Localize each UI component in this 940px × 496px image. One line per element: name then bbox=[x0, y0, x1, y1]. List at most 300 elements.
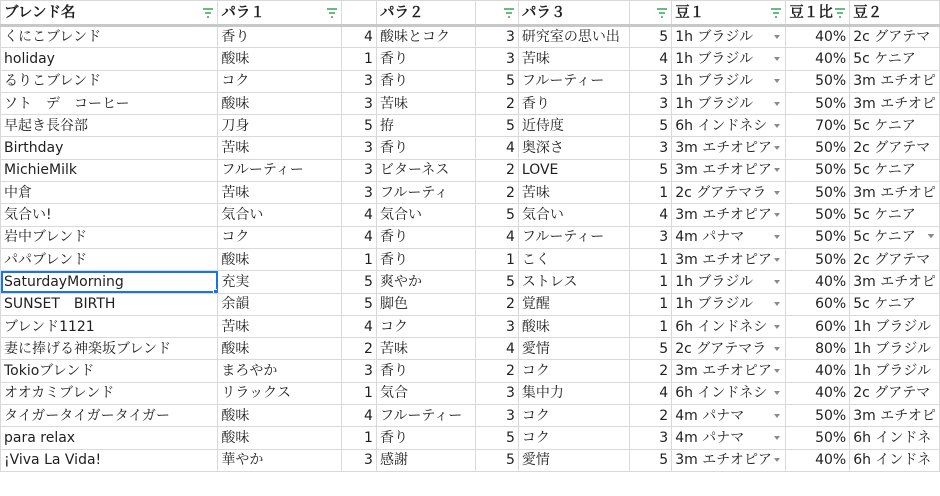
cell-para2[interactable] bbox=[376, 382, 475, 404]
cell-bean1[interactable] bbox=[672, 248, 786, 270]
cell-blend-name[interactable] bbox=[1, 315, 218, 337]
cell-para1-score[interactable] bbox=[341, 115, 376, 137]
cell-blend-name[interactable] bbox=[1, 248, 218, 270]
cell-bean2[interactable] bbox=[850, 248, 940, 270]
cell-para1[interactable] bbox=[218, 293, 341, 315]
header-para3-score[interactable] bbox=[630, 1, 672, 26]
cell-bean1-ratio[interactable] bbox=[786, 271, 850, 293]
cell-blend-name[interactable] bbox=[1, 26, 218, 48]
cell-value: SUNSET BIRTH bbox=[4, 296, 116, 313]
cell-para1[interactable] bbox=[218, 159, 341, 181]
cell-para3-score[interactable] bbox=[630, 449, 672, 471]
cell-bean1-ratio[interactable] bbox=[786, 382, 850, 404]
cell-para2[interactable] bbox=[376, 26, 475, 48]
cell-para2-score[interactable] bbox=[476, 137, 519, 159]
cell-para3[interactable] bbox=[518, 204, 629, 226]
cell-bean1[interactable] bbox=[672, 137, 786, 159]
cell-value: 酸味 bbox=[221, 340, 250, 357]
cell-bean2[interactable] bbox=[850, 293, 940, 315]
cell-para1-score[interactable] bbox=[341, 427, 376, 449]
dropdown-arrow-icon[interactable] bbox=[774, 35, 780, 39]
filter-icon[interactable] bbox=[834, 7, 846, 19]
cell-para1[interactable] bbox=[218, 137, 341, 159]
header-para1-score[interactable] bbox=[341, 1, 376, 26]
cell-bean1[interactable] bbox=[672, 26, 786, 48]
cell-value: 5 bbox=[505, 429, 515, 446]
cell-value: 4 bbox=[659, 50, 669, 67]
cell-para2[interactable] bbox=[376, 427, 475, 449]
cell-para2-score[interactable] bbox=[476, 271, 519, 293]
dropdown-arrow-icon[interactable] bbox=[774, 347, 780, 351]
cell-para1[interactable] bbox=[218, 182, 341, 204]
dropdown-arrow-icon[interactable] bbox=[774, 414, 780, 418]
cell-para3[interactable] bbox=[518, 182, 629, 204]
filter-icon[interactable] bbox=[656, 7, 668, 19]
cell-para2[interactable] bbox=[376, 315, 475, 337]
cell-value: 酸味 bbox=[221, 251, 250, 268]
cell-blend-name[interactable] bbox=[1, 137, 218, 159]
cell-para2-score[interactable] bbox=[476, 382, 519, 404]
cell-para1-score[interactable] bbox=[341, 405, 376, 427]
cell-bean1-ratio[interactable] bbox=[786, 248, 850, 270]
cell-value: 5 bbox=[659, 29, 669, 46]
cell-para1[interactable] bbox=[218, 360, 341, 382]
cell-value: 5 bbox=[659, 117, 669, 134]
cell-para1[interactable] bbox=[218, 315, 341, 337]
cell-para1-score[interactable] bbox=[341, 248, 376, 270]
cell-para2[interactable] bbox=[376, 449, 475, 471]
cell-para2[interactable] bbox=[376, 360, 475, 382]
cell-blend-name[interactable] bbox=[1, 226, 218, 248]
cell-bean1[interactable] bbox=[672, 427, 786, 449]
cell-bean2[interactable] bbox=[850, 159, 940, 181]
cell-value: タイガータイガータイガー bbox=[4, 407, 170, 424]
cell-para1[interactable] bbox=[218, 48, 341, 70]
cell-bean2[interactable] bbox=[850, 70, 940, 92]
table-row bbox=[1, 315, 940, 337]
cell-para1-score[interactable] bbox=[341, 382, 376, 404]
cell-bean1[interactable] bbox=[672, 115, 786, 137]
cell-para2-score[interactable] bbox=[476, 92, 519, 114]
selection-fill-handle[interactable] bbox=[213, 289, 218, 294]
cell-value: 香り bbox=[221, 29, 250, 46]
cell-para3-score[interactable] bbox=[630, 293, 672, 315]
header-blend-name[interactable] bbox=[1, 1, 218, 26]
cell-para3[interactable] bbox=[518, 92, 629, 114]
cell-value: 2c グアテマラ bbox=[675, 184, 767, 201]
cell-para2[interactable] bbox=[376, 204, 475, 226]
cell-para3-score[interactable] bbox=[630, 204, 672, 226]
dropdown-arrow-icon[interactable] bbox=[774, 124, 780, 128]
dropdown-arrow-icon[interactable] bbox=[774, 436, 780, 440]
cell-para2-score[interactable] bbox=[476, 48, 519, 70]
cell-bean2[interactable] bbox=[850, 427, 940, 449]
cell-para3[interactable] bbox=[518, 26, 629, 48]
cell-bean2[interactable] bbox=[850, 115, 940, 137]
cell-value: 60% bbox=[815, 296, 847, 313]
cell-para3-score[interactable] bbox=[630, 360, 672, 382]
cell-blend-name[interactable] bbox=[1, 48, 218, 70]
cell-para2[interactable] bbox=[376, 48, 475, 70]
cell-bean1-ratio[interactable] bbox=[786, 70, 850, 92]
dropdown-arrow-icon[interactable] bbox=[774, 79, 780, 83]
cell-bean2[interactable] bbox=[850, 26, 940, 48]
cell-bean1[interactable] bbox=[672, 360, 786, 382]
cell-para2-score[interactable] bbox=[476, 293, 519, 315]
cell-blend-name[interactable] bbox=[1, 115, 218, 137]
cell-value: 近侍度 bbox=[521, 117, 564, 134]
cell-para3[interactable] bbox=[518, 427, 629, 449]
cell-para3-score[interactable] bbox=[630, 226, 672, 248]
cell-bean2[interactable] bbox=[850, 382, 940, 404]
cell-value: 中倉 bbox=[4, 184, 32, 201]
cell-para2[interactable] bbox=[376, 293, 475, 315]
cell-para2-score[interactable] bbox=[476, 338, 519, 360]
cell-value: 5 bbox=[505, 273, 515, 290]
table-row bbox=[1, 382, 940, 404]
cell-para2[interactable] bbox=[376, 137, 475, 159]
cell-value: 酸味 bbox=[221, 95, 250, 112]
cell-value: 3 bbox=[505, 385, 515, 402]
cell-para1-score[interactable] bbox=[341, 159, 376, 181]
cell-para1[interactable] bbox=[218, 449, 341, 471]
cell-bean2[interactable] bbox=[850, 48, 940, 70]
cell-para1[interactable] bbox=[218, 70, 341, 92]
cell-bean1-ratio[interactable] bbox=[786, 26, 850, 48]
cell-value: 40% bbox=[815, 385, 847, 402]
cell-para3[interactable] bbox=[518, 449, 629, 471]
cell-bean2[interactable] bbox=[850, 204, 940, 226]
cell-bean1[interactable] bbox=[672, 226, 786, 248]
cell-para2-score[interactable] bbox=[476, 226, 519, 248]
cell-para1[interactable] bbox=[218, 382, 341, 404]
cell-para2[interactable] bbox=[376, 115, 475, 137]
cell-para2-score[interactable] bbox=[476, 159, 519, 181]
cell-para1[interactable] bbox=[218, 271, 341, 293]
cell-para1-score[interactable] bbox=[341, 26, 376, 48]
cell-para2[interactable] bbox=[376, 226, 475, 248]
cell-value: 5 bbox=[364, 273, 373, 290]
dropdown-arrow-icon[interactable] bbox=[774, 302, 780, 306]
cell-bean2[interactable] bbox=[850, 405, 940, 427]
header-label: 豆２ bbox=[853, 4, 883, 21]
filter-icon[interactable] bbox=[202, 7, 214, 19]
cell-para1-score[interactable] bbox=[341, 204, 376, 226]
cell-blend-name[interactable] bbox=[1, 92, 218, 114]
cell-value: 1 bbox=[659, 296, 669, 313]
cell-bean1-ratio[interactable] bbox=[786, 338, 850, 360]
cell-bean1-ratio[interactable] bbox=[786, 226, 850, 248]
cell-para3-score[interactable] bbox=[630, 70, 672, 92]
cell-bean1-ratio[interactable] bbox=[786, 405, 850, 427]
cell-para1-score[interactable] bbox=[341, 48, 376, 70]
cell-bean1[interactable] bbox=[672, 449, 786, 471]
cell-para1[interactable] bbox=[218, 405, 341, 427]
table-row bbox=[1, 115, 940, 137]
cell-blend-name[interactable] bbox=[1, 204, 218, 226]
dropdown-arrow-icon[interactable] bbox=[774, 280, 780, 284]
cell-para3[interactable] bbox=[518, 338, 629, 360]
cell-para3-score[interactable] bbox=[630, 248, 672, 270]
cell-para2-score[interactable] bbox=[476, 427, 519, 449]
cell-bean1[interactable] bbox=[672, 92, 786, 114]
cell-para2-score[interactable] bbox=[476, 182, 519, 204]
cell-bean1[interactable] bbox=[672, 159, 786, 181]
cell-para3-score[interactable] bbox=[630, 382, 672, 404]
cell-blend-name[interactable] bbox=[1, 293, 218, 315]
cell-bean1-ratio[interactable] bbox=[786, 293, 850, 315]
cell-bean1[interactable] bbox=[672, 271, 786, 293]
dropdown-arrow-icon[interactable] bbox=[774, 391, 780, 395]
cell-bean1[interactable] bbox=[672, 293, 786, 315]
table-row bbox=[1, 137, 940, 159]
cell-para1[interactable] bbox=[218, 248, 341, 270]
header-para3[interactable] bbox=[518, 1, 629, 26]
cell-para1-score[interactable] bbox=[341, 360, 376, 382]
filter-icon[interactable] bbox=[770, 7, 782, 19]
cell-para1[interactable] bbox=[218, 26, 341, 48]
cell-value: 4 bbox=[364, 207, 373, 224]
filter-icon[interactable] bbox=[326, 7, 338, 19]
cell-para3[interactable] bbox=[518, 382, 629, 404]
cell-para1[interactable] bbox=[218, 115, 341, 137]
header-para2[interactable] bbox=[376, 1, 475, 26]
cell-para2[interactable] bbox=[376, 159, 475, 181]
cell-bean1-ratio[interactable] bbox=[786, 427, 850, 449]
cell-para2-score[interactable] bbox=[476, 449, 519, 471]
cell-value: 3m エチオピ bbox=[853, 184, 936, 201]
cell-para3-score[interactable] bbox=[630, 405, 672, 427]
cell-para1-score[interactable] bbox=[341, 70, 376, 92]
cell-bean1[interactable] bbox=[672, 382, 786, 404]
cell-para3[interactable] bbox=[518, 271, 629, 293]
cell-para1-score[interactable] bbox=[341, 338, 376, 360]
cell-para2-score[interactable] bbox=[476, 70, 519, 92]
cell-value: 1h ブラジル bbox=[675, 73, 754, 90]
cell-bean1-ratio[interactable] bbox=[786, 159, 850, 181]
cell-bean2[interactable] bbox=[850, 315, 940, 337]
table-row bbox=[1, 70, 940, 92]
cell-para3[interactable] bbox=[518, 70, 629, 92]
dropdown-arrow-icon[interactable] bbox=[774, 191, 780, 195]
cell-bean2[interactable] bbox=[850, 271, 940, 293]
table-row bbox=[1, 427, 940, 449]
header-para1[interactable] bbox=[218, 1, 341, 26]
cell-para2-score[interactable] bbox=[476, 360, 519, 382]
cell-para1-score[interactable] bbox=[341, 315, 376, 337]
cell-para1-score[interactable] bbox=[341, 271, 376, 293]
cell-para2-score[interactable] bbox=[476, 204, 519, 226]
cell-bean1-ratio[interactable] bbox=[786, 115, 850, 137]
cell-para3[interactable] bbox=[518, 293, 629, 315]
cell-bean2[interactable] bbox=[850, 360, 940, 382]
cell-value: 5 bbox=[659, 452, 669, 469]
cell-value: 4 bbox=[505, 140, 515, 157]
cell-para3[interactable] bbox=[518, 248, 629, 270]
cell-para3[interactable] bbox=[518, 315, 629, 337]
cell-value: フルーティ bbox=[379, 184, 449, 201]
cell-value: コク bbox=[379, 318, 408, 335]
cell-value: 50% bbox=[815, 73, 847, 90]
cell-bean1-ratio[interactable] bbox=[786, 137, 850, 159]
cell-para3[interactable] bbox=[518, 360, 629, 382]
cell-para3-score[interactable] bbox=[630, 427, 672, 449]
dropdown-arrow-icon[interactable] bbox=[774, 258, 780, 262]
cell-value: 50% bbox=[815, 140, 847, 157]
cell-value: 50% bbox=[815, 229, 847, 246]
cell-para1[interactable] bbox=[218, 226, 341, 248]
header-para2-score[interactable] bbox=[476, 1, 519, 26]
cell-para3-score[interactable] bbox=[630, 182, 672, 204]
cell-blend-name[interactable] bbox=[1, 182, 218, 204]
cell-para2-score[interactable] bbox=[476, 248, 519, 270]
cell-para1[interactable] bbox=[218, 204, 341, 226]
filter-icon[interactable] bbox=[503, 7, 515, 19]
cell-para3[interactable] bbox=[518, 159, 629, 181]
cell-para2[interactable] bbox=[376, 70, 475, 92]
cell-value: 50% bbox=[815, 184, 847, 201]
cell-value: ビターネス bbox=[379, 162, 450, 179]
cell-value: 3m エチオピ bbox=[853, 95, 936, 112]
cell-value: 酸味 bbox=[521, 318, 550, 335]
cell-para1-score[interactable] bbox=[341, 137, 376, 159]
cell-para2-score[interactable] bbox=[476, 115, 519, 137]
cell-para3[interactable] bbox=[518, 115, 629, 137]
cell-value: 4 bbox=[505, 229, 515, 246]
cell-value: 3m エチオピア bbox=[675, 363, 772, 380]
cell-para2-score[interactable] bbox=[476, 26, 519, 48]
cell-value: LOVE bbox=[521, 162, 559, 179]
cell-blend-name[interactable] bbox=[1, 70, 218, 92]
cell-para1-score[interactable] bbox=[341, 226, 376, 248]
cell-blend-name[interactable] bbox=[1, 338, 218, 360]
cell-bean2[interactable] bbox=[850, 449, 940, 471]
cell-value: 華やか bbox=[221, 452, 264, 469]
cell-para3-score[interactable] bbox=[630, 26, 672, 48]
dropdown-arrow-icon[interactable] bbox=[774, 458, 780, 462]
cell-blend-name[interactable] bbox=[1, 427, 218, 449]
cell-bean2[interactable] bbox=[850, 182, 940, 204]
cell-para3[interactable] bbox=[518, 405, 629, 427]
dropdown-arrow-icon[interactable] bbox=[774, 146, 780, 150]
cell-bean1[interactable] bbox=[672, 338, 786, 360]
cell-value: 6h インドネ bbox=[853, 452, 932, 469]
cell-bean2[interactable] bbox=[850, 137, 940, 159]
cell-para2-score[interactable] bbox=[476, 315, 519, 337]
dropdown-arrow-icon[interactable] bbox=[774, 369, 780, 373]
dropdown-arrow-icon[interactable] bbox=[774, 102, 780, 106]
cell-value: 5 bbox=[505, 73, 515, 90]
cell-para3[interactable] bbox=[518, 137, 629, 159]
dropdown-arrow-icon[interactable] bbox=[774, 213, 780, 217]
cell-para2[interactable] bbox=[376, 271, 475, 293]
cell-para1-score[interactable] bbox=[341, 182, 376, 204]
cell-para3-score[interactable] bbox=[630, 92, 672, 114]
cell-value: 3 bbox=[505, 318, 515, 335]
cell-bean2[interactable] bbox=[850, 92, 940, 114]
cell-bean2[interactable] bbox=[850, 226, 940, 248]
cell-blend-name[interactable] bbox=[1, 449, 218, 471]
cell-para1-score[interactable] bbox=[341, 293, 376, 315]
cell-para2-score[interactable] bbox=[476, 405, 519, 427]
cell-value: 2 bbox=[505, 184, 515, 201]
cell-value: 4 bbox=[505, 340, 515, 357]
cell-bean1-ratio[interactable] bbox=[786, 449, 850, 471]
cell-para1[interactable] bbox=[218, 338, 341, 360]
cell-value: 酸味 bbox=[221, 429, 250, 446]
cell-value: 5c ケニア bbox=[853, 207, 916, 224]
header-bean1[interactable] bbox=[672, 1, 786, 26]
cell-para3-score[interactable] bbox=[630, 137, 672, 159]
cell-para3-score[interactable] bbox=[630, 271, 672, 293]
cell-value: 1 bbox=[364, 385, 373, 402]
cell-para2[interactable] bbox=[376, 405, 475, 427]
cell-para3[interactable] bbox=[518, 48, 629, 70]
cell-para3[interactable] bbox=[518, 226, 629, 248]
cell-value: 気合い bbox=[379, 207, 422, 224]
cell-para1-score[interactable] bbox=[341, 92, 376, 114]
cell-bean1-ratio[interactable] bbox=[786, 92, 850, 114]
cell-bean1-ratio[interactable] bbox=[786, 360, 850, 382]
header-bean1-ratio[interactable] bbox=[786, 1, 850, 26]
cell-bean1[interactable] bbox=[672, 315, 786, 337]
cell-value: 余韻 bbox=[221, 296, 250, 313]
cell-para2[interactable] bbox=[376, 182, 475, 204]
dropdown-arrow-icon[interactable] bbox=[774, 57, 780, 61]
cell-value: 50% bbox=[815, 407, 847, 424]
cell-bean1[interactable] bbox=[672, 48, 786, 70]
dropdown-arrow-icon[interactable] bbox=[774, 325, 780, 329]
cell-value: 50% bbox=[815, 429, 847, 446]
cell-para1[interactable] bbox=[218, 427, 341, 449]
cell-para1-score[interactable] bbox=[341, 449, 376, 471]
cell-value: 香り bbox=[379, 140, 408, 157]
cell-para3-score[interactable] bbox=[630, 338, 672, 360]
dropdown-arrow-icon[interactable] bbox=[774, 235, 780, 239]
cell-value: 岩中ブレンド bbox=[4, 229, 88, 246]
cell-blend-name[interactable] bbox=[1, 405, 218, 427]
cell-value: 2 bbox=[505, 95, 515, 112]
cell-value: 1 bbox=[505, 251, 515, 268]
cell-para2[interactable] bbox=[376, 92, 475, 114]
cell-blend-name[interactable] bbox=[1, 382, 218, 404]
cell-bean2[interactable] bbox=[850, 338, 940, 360]
cell-para2[interactable] bbox=[376, 338, 475, 360]
cell-blend-name[interactable] bbox=[1, 159, 218, 181]
cell-bean1[interactable] bbox=[672, 70, 786, 92]
cell-blend-name[interactable] bbox=[1, 271, 218, 293]
dropdown-arrow-icon[interactable] bbox=[774, 168, 780, 172]
cell-blend-name[interactable] bbox=[1, 360, 218, 382]
cell-value: 早起き長谷部 bbox=[4, 117, 88, 134]
cell-bean1-ratio[interactable] bbox=[786, 48, 850, 70]
cell-value: 研究室の思い出 bbox=[521, 29, 620, 46]
cell-bean1[interactable] bbox=[672, 405, 786, 427]
cell-bean1[interactable] bbox=[672, 182, 786, 204]
cell-para3-score[interactable] bbox=[630, 115, 672, 137]
cell-para3-score[interactable] bbox=[630, 315, 672, 337]
cell-bean1-ratio[interactable] bbox=[786, 204, 850, 226]
cell-bean1-ratio[interactable] bbox=[786, 315, 850, 337]
cell-para3-score[interactable] bbox=[630, 159, 672, 181]
cell-para3-score[interactable] bbox=[630, 48, 672, 70]
cell-bean1[interactable] bbox=[672, 204, 786, 226]
cell-para1[interactable] bbox=[218, 92, 341, 114]
cell-para2[interactable] bbox=[376, 248, 475, 270]
cell-bean1-ratio[interactable] bbox=[786, 182, 850, 204]
cell-value: コク bbox=[521, 429, 550, 446]
header-bean2[interactable] bbox=[850, 1, 940, 26]
